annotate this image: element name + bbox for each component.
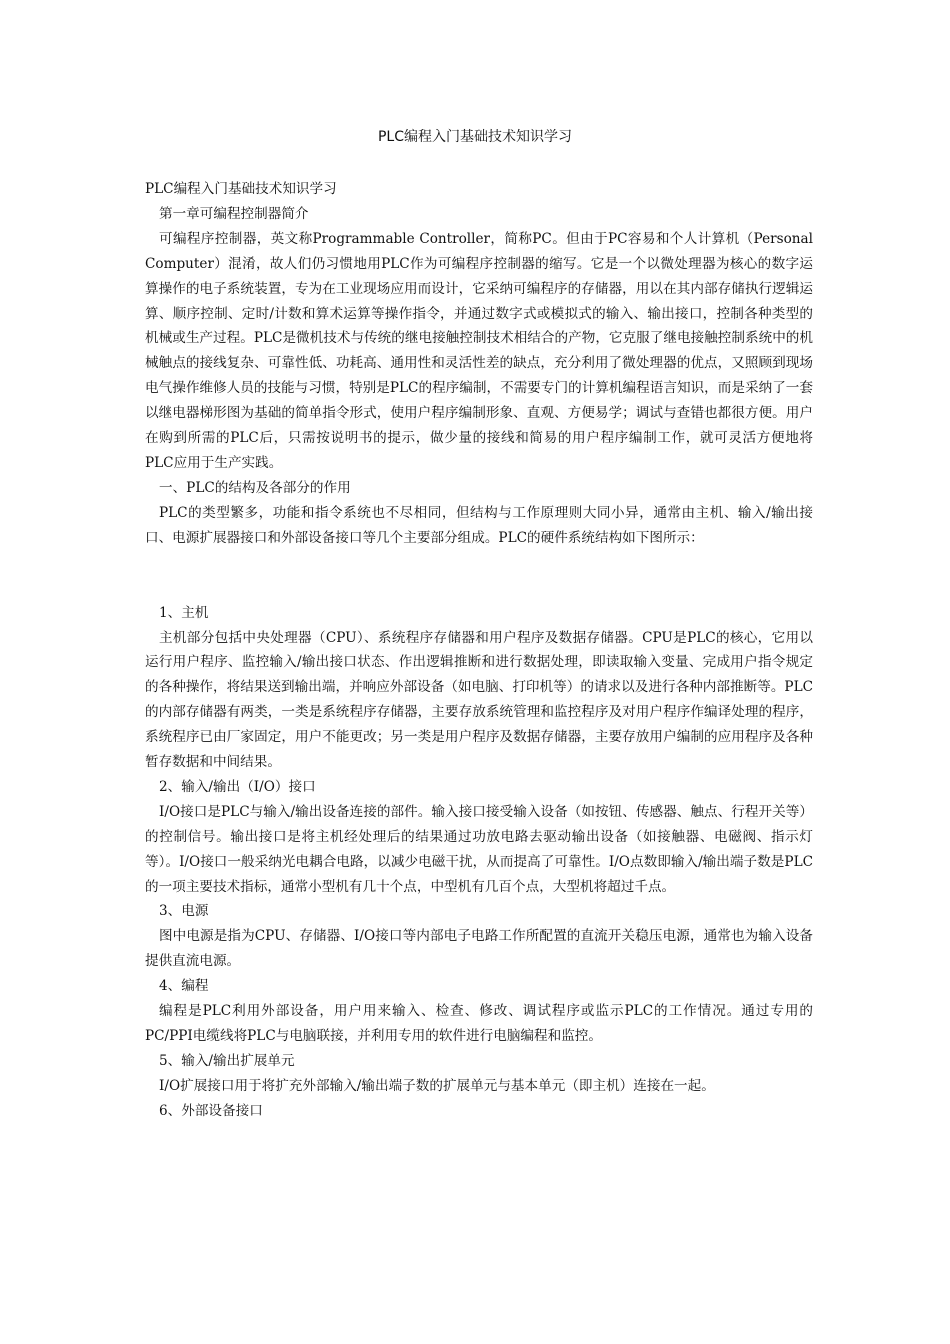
document-subtitle: PLC编程入门基础技术知识学习 [145,181,337,197]
chapter-heading: 第一章可编程控制器简介 [159,205,309,222]
item-heading-expansion: 5、输入/输出扩展单元 [159,1052,295,1069]
item-heading-programming: 4、编程 [159,978,209,995]
item-heading-io: 2、输入/输出（I/O）接口 [159,778,316,795]
document-title: PLC编程入门基础技术知识学习 [377,129,573,145]
item-text-host: 主机部分包括中央处理器（CPU）、系统程序存储器和用户程序及数据存储器。CPU是PLC的核心，它用以运行用户程序、监控输入/输出接口状态、作出逻辑推断和进行数据处理，即读取输入变量、完成用户指令规定的各种操作，将结果送到输出端，并响应外部设备（如电脑、打印机等）的请求以及进行各种内部推断等。PLC的内部存储器有两类，一类是系统程序存储器，主要存放系统管理和监控程序及对用户程序作编译处理的程序，系统程序已由厂家固定，用户不能更改；另一类是用户程序及数据存储器，主要存放用户编制的应用程序及各种暂存数据和中间结果。 [145,629,813,771]
item-heading-power: 3、电源 [159,903,209,920]
item-text-power: 图中电源是指为CPU、存储器、I/O接口等内部电子电路工作所配置的直流开关稳压电源，通常也为输入设备提供直流电源。 [145,928,813,970]
figure-placeholder [145,551,813,601]
intro-paragraph: 可编程序控制器，英文称Programmable Controller，简称PC。但由于PC容易和个人计算机（Personal Computer）混淆，故人们仍习惯地用PLC作为可编程序控制器的缩写。它是一个以微处理器为核心的数字运算操作的电子系统装置，专为在工业现场应用而设计，它采纳可编程序的存储器，用以在其内部存储执行逻辑运算、顺序控制、定时/计数和算术运算等操作指令，并通过数字式或模拟式的输入、输出接口，控制各种类型的机械或生产过程。PLC是微机技术与传统的继电接触控制技术相结合的产物，它克服了继电接触控制系统中的机械触点的接线复杂、可靠性低、功耗高、通用性和灵活性差的缺点，充分利用了微处理器的优点，又照顾到现场电气操作维修人员的技能与习惯，特别是PLC的程序编制，不需要专门的计算机编程语言知识，而是采纳了一套以继电器梯形图为基础的简单指令形式，使用户程序编制形象、直观、方便易学；调试与查错也都很方便。用户在购到所需的PLC后，只需按说明书的提示，做少量的接线和简易的用户程序编制工作，就可灵活方便地将PLC应用于生产实践。 [145,230,813,471]
item-heading-peripheral: 6、外部设备接口 [159,1102,263,1119]
item-heading-host: 1、主机 [159,604,209,621]
item-text-io: I/O接口是PLC与输入/输出设备连接的部件。输入接口接受输入设备（如按钮、传感器、触点、行程开关等）的控制信号。输出接口是将主机经处理后的结果通过功放电路去驱动输出设备（如接触器、电磁阀、指示灯等）。I/O接口一般采纳光电耦合电路，以减少电磁干扰，从而提高了可靠性。I/O点数即输入/输出端子数是PLC的一项主要技术指标，通常小型机有几十个点，中型机有几百个点，大型机将超过千点。 [145,803,813,895]
section-heading: 一、PLC的结构及各部分的作用 [159,479,351,496]
section-paragraph: PLC的类型繁多，功能和指令系统也不尽相同，但结构与工作原理则大同小异，通常由主机、输入/输出接口、电源扩展器接口和外部设备接口等几个主要部分组成。PLC的硬件系统结构如下图所示： [145,504,813,546]
item-text-programming: 编程是PLC利用外部设备，用户用来输入、检查、修改、调试程序或监示PLC的工作情况。通过专用的PC/PPI电缆线将PLC与电脑联接，并利用专用的软件进行电脑编程和监控。 [145,1003,813,1044]
item-text-expansion: I/O扩展接口用于将扩充外部输入/输出端子数的扩展单元与基本单元（即主机）连接在一起。 [159,1077,715,1094]
document-body [145,177,813,1124]
